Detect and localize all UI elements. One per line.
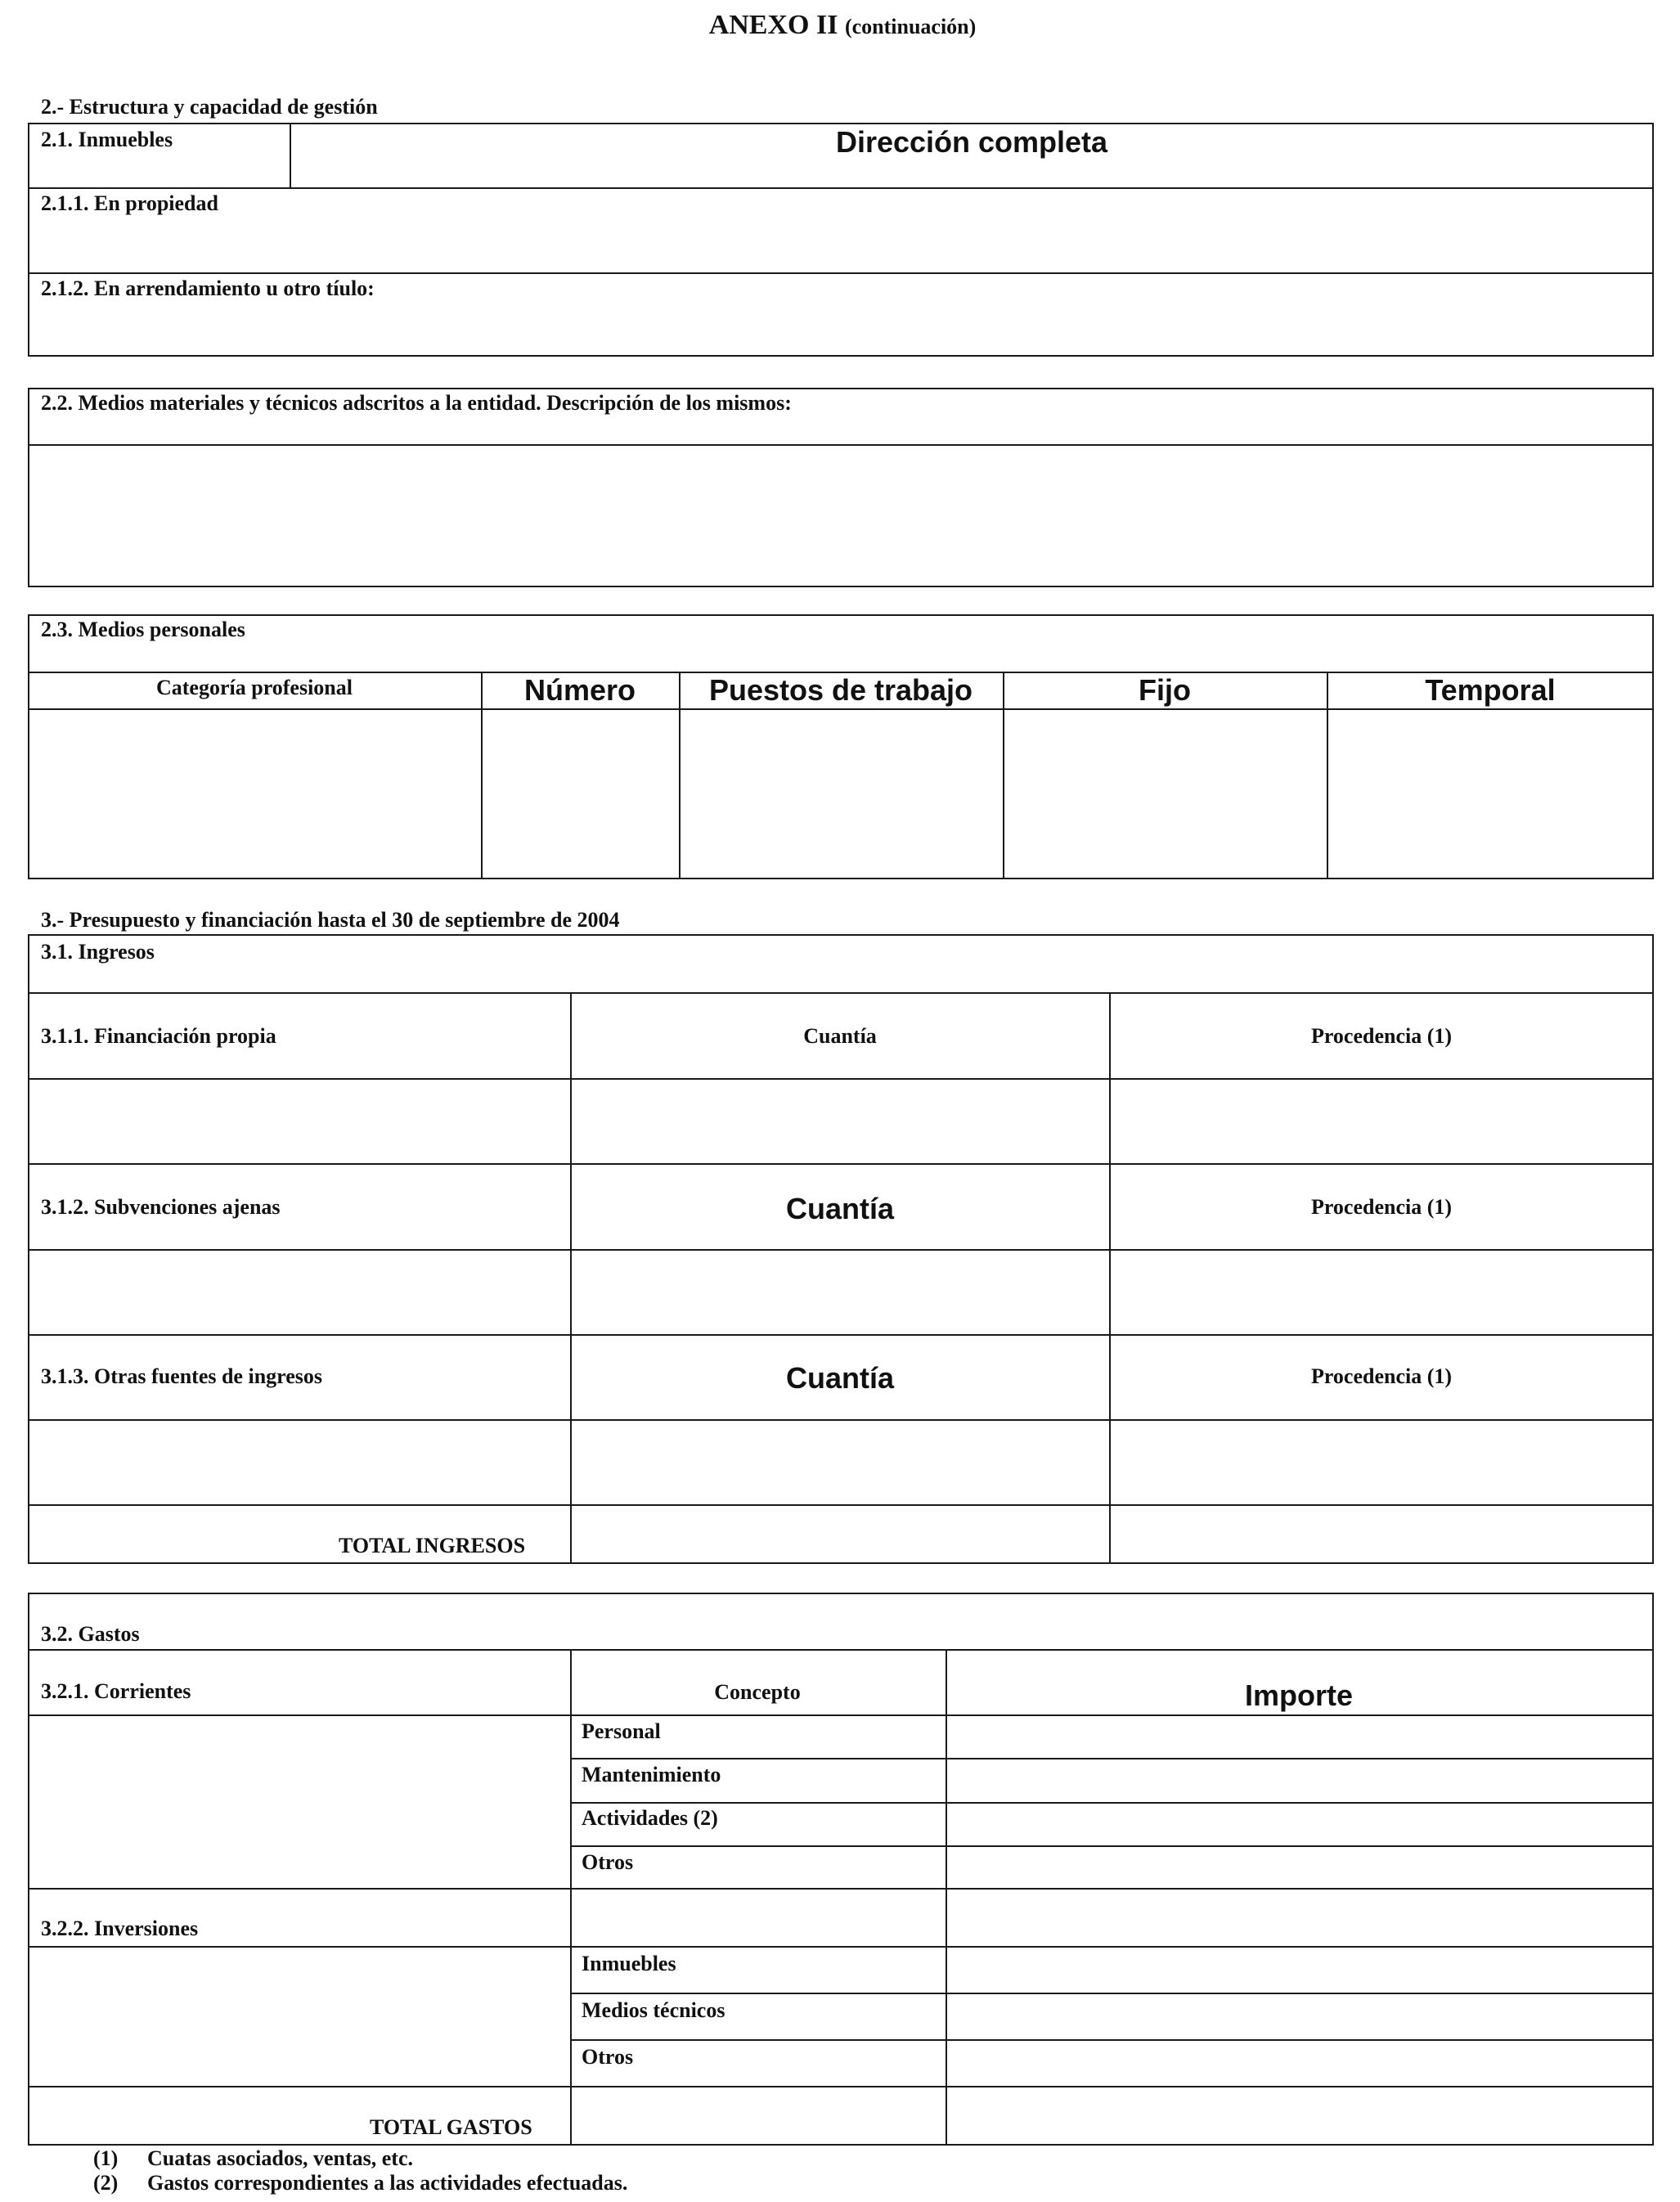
divider xyxy=(570,1802,1654,1804)
medios-personales-label: 2.3. Medios personales xyxy=(41,618,245,641)
procedencia-header: Procedencia (1) xyxy=(1310,1364,1453,1388)
total-gastos-label: TOTAL GASTOS xyxy=(370,2115,532,2139)
procedencia-header: Procedencia (1) xyxy=(1310,1195,1453,1219)
divider xyxy=(481,672,483,879)
divider xyxy=(28,1249,1654,1251)
cuantia-header: Cuantía xyxy=(785,1361,895,1395)
footnote-2-text: Gastos correspondientes a las actividades efectuadas. xyxy=(147,2171,628,2195)
procedencia-header: Procedencia (1) xyxy=(1310,1024,1453,1048)
divider xyxy=(28,1946,1654,1948)
section-3-heading: 3.- Presupuesto y financiación hasta el 30 de septiembre de 2004 xyxy=(41,908,620,932)
col-temporal: Temporal xyxy=(1425,673,1556,707)
propiedad-label: 2.1.1. En propiedad xyxy=(41,191,218,215)
cuantia-header: Cuantía xyxy=(803,1024,877,1048)
divider xyxy=(570,1714,1654,1716)
divider xyxy=(946,1649,947,2146)
cuantia-header: Cuantía xyxy=(785,1192,895,1225)
divider xyxy=(28,1714,571,1716)
medios-materiales-label: 2.2. Medios materiales y técnicos adscritos a la entidad. Descripción de los mismos: xyxy=(41,391,792,415)
footnote-1-text: Cuatas asociados, ventas, etc. xyxy=(147,2146,413,2170)
divider xyxy=(570,992,572,1564)
concepto-inmuebles: Inmuebles xyxy=(582,1952,676,1975)
financiacion-propia-label: 3.1.1. Financiación propia xyxy=(41,1024,276,1048)
divider xyxy=(28,272,1654,274)
section-2-heading: 2.- Estructura y capacidad de gestión xyxy=(41,95,378,119)
total-ingresos-label: TOTAL INGRESOS xyxy=(339,1534,526,1557)
divider xyxy=(570,1993,1654,1994)
divider xyxy=(28,444,1654,446)
divider xyxy=(28,1163,1654,1165)
ingresos-label: 3.1. Ingresos xyxy=(41,940,155,964)
title-main: ANEXO II xyxy=(708,10,838,40)
concepto-personal: Personal xyxy=(582,1719,661,1743)
medios-personales-box xyxy=(28,614,1654,879)
medios-materiales-box xyxy=(28,388,1654,587)
importe-header: Importe xyxy=(1244,1678,1354,1712)
divider xyxy=(28,1334,1654,1336)
divider xyxy=(570,2039,1654,2041)
col-puestos-de-trabajo: Puestos de trabajo xyxy=(708,673,973,707)
inmuebles-label: 2.1. Inmuebles xyxy=(41,128,173,151)
footnote-2-number: (2) xyxy=(93,2171,119,2195)
document-title xyxy=(709,11,977,39)
concepto-header: Concepto xyxy=(714,1680,801,1704)
divider xyxy=(28,1078,1654,1080)
arrendamiento-label: 2.1.2. En arrendamiento u otro tíulo: xyxy=(41,276,375,300)
divider xyxy=(28,1888,1654,1890)
footnote-1-number: (1) xyxy=(93,2146,119,2170)
col-categoria-profesional: Categoría profesional xyxy=(156,676,353,699)
concepto-otros: Otros xyxy=(582,2045,634,2069)
divider xyxy=(28,1504,1654,1506)
corrientes-label: 3.2.1. Corrientes xyxy=(41,1679,191,1703)
inversiones-label: 3.2.2. Inversiones xyxy=(41,1917,199,1940)
subvenciones-ajenas-label: 3.1.2. Subvenciones ajenas xyxy=(41,1195,281,1219)
divider xyxy=(570,1758,1654,1759)
direccion-header: Dirección completa xyxy=(835,125,1108,159)
divider xyxy=(1109,992,1111,1564)
divider xyxy=(28,187,1654,189)
divider xyxy=(28,1649,1654,1651)
divider xyxy=(28,708,1654,710)
divider xyxy=(1327,672,1328,879)
divider xyxy=(679,672,681,879)
concepto-actividades: Actividades (2) xyxy=(582,1806,718,1830)
concepto-medios-tecnicos: Medios técnicos xyxy=(582,1998,725,2022)
gastos-label: 3.2. Gastos xyxy=(41,1622,140,1646)
concepto-mantenimiento: Mantenimiento xyxy=(582,1763,721,1786)
divider xyxy=(570,1845,1654,1847)
title-sub: (continuación) xyxy=(844,15,977,38)
divider xyxy=(28,992,1654,994)
divider xyxy=(28,2086,1654,2087)
col-fijo: Fijo xyxy=(1139,673,1191,707)
concepto-otros: Otros xyxy=(582,1850,634,1874)
divider xyxy=(1003,672,1004,879)
otras-fuentes-label: 3.1.3. Otras fuentes de ingresos xyxy=(41,1364,323,1388)
divider xyxy=(570,1649,572,2146)
divider xyxy=(290,123,291,188)
divider xyxy=(28,1419,1654,1421)
col-numero: Número xyxy=(523,673,636,707)
gastos-box xyxy=(28,1593,1654,2146)
